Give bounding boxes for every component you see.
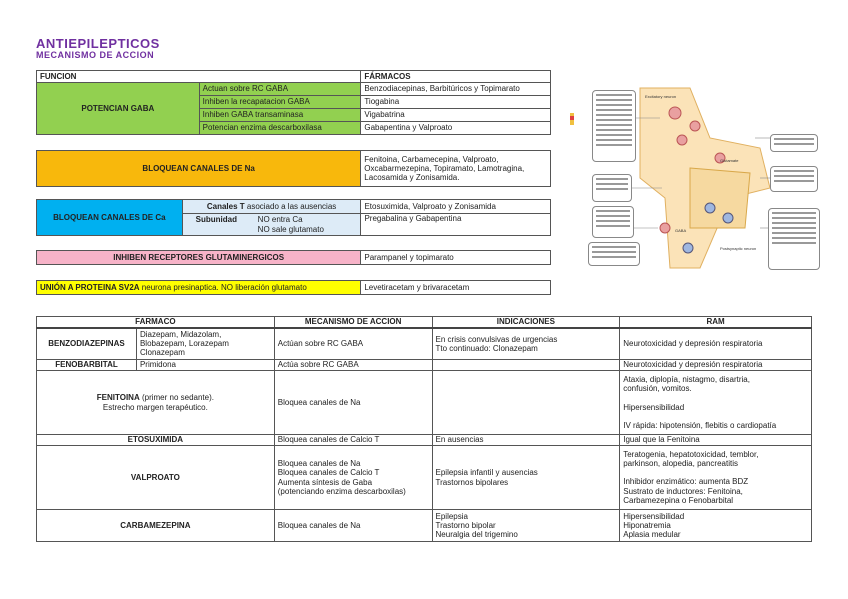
diagram-note-box bbox=[768, 208, 820, 270]
subunidad-drugs: Pregabalina y Gabapentina bbox=[361, 214, 551, 236]
diagram-label: Glutamate bbox=[720, 158, 739, 163]
mechanism-line: Bloquea canales de Na bbox=[277, 459, 361, 469]
ram-line: Teratogenia, hepatotoxicidad, temblor, bbox=[623, 450, 759, 460]
glu-drugs: Parampanel y topimarato bbox=[361, 251, 551, 265]
ram-line: Inhibidor enzimático: aumenta BDZ bbox=[623, 477, 749, 487]
page-title: ANTIEPILEPTICOS bbox=[36, 36, 160, 51]
indication-line: Epilepsia infantil y ausencias bbox=[435, 468, 538, 478]
drug-indications bbox=[432, 510, 620, 542]
ca-table bbox=[36, 199, 551, 236]
header-indicaciones: INDICACIONES bbox=[432, 317, 620, 328]
gaba-label: POTENCIAN GABA bbox=[37, 83, 200, 135]
ram-line: Sustrato de inductores: Fenitoina, bbox=[623, 486, 743, 496]
table-row bbox=[37, 328, 812, 360]
gaba-mech: Potencian enzima descarboxilasa bbox=[199, 122, 361, 135]
drug-name: VALPROATO bbox=[37, 446, 275, 510]
na-label: BLOQUEAN CANALES DE Na bbox=[37, 151, 361, 187]
drug-note: (primer no sedante). bbox=[141, 393, 214, 403]
gaba-drugs: Benzodiacepinas, Barbitúricos y Topimarato bbox=[361, 83, 551, 96]
ram-line: Carbamezepina o Fenobarbital bbox=[623, 495, 734, 505]
table-row bbox=[37, 510, 812, 542]
drug-name: CARBAMEZEPINA bbox=[37, 510, 275, 542]
indication-line: Neuralgia del trigemino bbox=[435, 530, 518, 540]
indication-line: Trastorno bipolar bbox=[435, 520, 496, 530]
gaba-mech: Inhiben GABA transaminasa bbox=[199, 109, 361, 122]
table-row bbox=[37, 435, 812, 446]
drug-mechanism bbox=[274, 446, 432, 510]
drug-name: ETOSUXIMIDA bbox=[37, 435, 275, 446]
diagram-note-box bbox=[592, 206, 634, 238]
drug-list bbox=[136, 328, 274, 360]
drug-indications bbox=[432, 371, 620, 435]
drug-list: Primidona bbox=[136, 360, 274, 371]
header-farmaco: FARMACO bbox=[37, 317, 275, 328]
mechanism-line: (potenciando enzima descarboxilas) bbox=[277, 486, 406, 496]
indication-line: Tto continuado: Clonazepam bbox=[435, 343, 538, 353]
gaba-drugs: Gabapentina y Valproato bbox=[361, 122, 551, 135]
diagram-note-box bbox=[770, 166, 818, 192]
page-subtitle: MECANISMO DE ACCION bbox=[36, 50, 155, 60]
header-ram: RAM bbox=[620, 317, 812, 328]
diagram-label: Postsynaptic neuron bbox=[720, 246, 757, 251]
indication-line: Epilepsia bbox=[435, 511, 468, 521]
ram-line: Aplasia medular bbox=[623, 530, 681, 540]
sv2a-drugs: Levetiracetam y brivaracetam bbox=[361, 281, 551, 295]
drug-ram bbox=[620, 446, 812, 510]
drug-indications bbox=[432, 328, 620, 360]
subunidad-label: Subunidad bbox=[195, 215, 237, 225]
drug-mechanism: Bloquea canales de Na bbox=[274, 510, 432, 542]
diagram-label: Excitatory neuron bbox=[645, 94, 677, 99]
diagram-note-box bbox=[770, 134, 818, 152]
table-row bbox=[37, 446, 812, 510]
gaba-drugs: Tiogabina bbox=[361, 96, 551, 109]
diagram-label: GABA bbox=[675, 228, 687, 233]
col-farmacos-header: FÁRMACOS bbox=[361, 71, 551, 83]
drug-ram: Igual que la Fenitoina bbox=[620, 435, 812, 446]
na-drugs: Fenitoina, Carbamecepina, Valproato, Oxcabarmezepina, Topiramato, Lamotragina, Lacosamida y Zonisamida. bbox=[361, 151, 551, 187]
table-row bbox=[37, 371, 812, 435]
indication-line: Trastornos bipolares bbox=[435, 477, 509, 487]
gaba-mech: Inhiben la recapatacion GABA bbox=[199, 96, 361, 109]
indication-line: En crisis convulsivas de urgencias bbox=[435, 334, 558, 344]
gaba-drugs: Vigabatrina bbox=[361, 109, 551, 122]
drug-indications bbox=[432, 360, 620, 371]
glu-label: INHIBEN RECEPTORES GLUTAMINERGICOS bbox=[37, 251, 361, 265]
drug-mechanism: Bloquea canales de Na bbox=[274, 371, 432, 435]
col-funcion-header: FUNCION bbox=[37, 71, 361, 83]
gaba-mech: Actuan sobre RC GABA bbox=[199, 83, 361, 96]
drug-table bbox=[36, 316, 812, 542]
canales-t-label: Canales T bbox=[206, 201, 245, 211]
header-mecanismo: MECANISMO DE ACCION bbox=[274, 317, 432, 328]
drug-mechanism: Actúa sobre RC GABA bbox=[274, 360, 432, 371]
mechanism-line: Bloquea canales de Calcio T bbox=[277, 468, 380, 478]
canales-t-drugs: Etosuximida, Valproato y Zonisamida bbox=[361, 200, 551, 214]
sv2a-desc: neurona presinaptica. NO liberación glutamato bbox=[139, 282, 307, 292]
ram-line: Hipersensibilidad bbox=[623, 511, 685, 521]
gaba-table bbox=[36, 70, 551, 135]
ram-line: parkinson, alopedia, pancreatitis bbox=[623, 459, 738, 469]
drug-name-bold: FENITOINA bbox=[96, 393, 140, 403]
ram-line: IV rápida: hipotensión, flebitis o cardiopatía bbox=[623, 420, 777, 430]
drug-ram: Neurotoxicidad y depresión respiratoria bbox=[620, 360, 812, 371]
drug-name: FENOBARBITAL bbox=[37, 360, 137, 371]
ram-line: confusión, vomitos. bbox=[623, 384, 692, 394]
sv2a-label: UNIÓN A PROTEINA SV2A bbox=[40, 282, 140, 292]
drug-list-line: Blobazepam, Lorazepam bbox=[139, 339, 229, 349]
drug-indications bbox=[432, 446, 620, 510]
glu-table bbox=[36, 250, 551, 265]
drug-list-line: Clonazepam bbox=[139, 348, 185, 358]
drug-ram bbox=[620, 371, 812, 435]
synapse-diagram bbox=[570, 78, 820, 270]
ram-line: Ataxia, diplopía, nistagmo, disartria, bbox=[623, 375, 750, 385]
ca-label: BLOQUEAN CANALES DE Ca bbox=[37, 200, 183, 236]
canales-t-desc: asociado a las ausencias bbox=[246, 201, 337, 211]
sv2a-table bbox=[36, 280, 551, 295]
table-row bbox=[37, 360, 812, 371]
drug-name bbox=[37, 371, 275, 435]
mechanism-line: Aumenta síntesis de Gaba bbox=[277, 477, 373, 487]
diagram-note-box bbox=[592, 90, 636, 162]
diagram-note-box bbox=[592, 174, 632, 202]
subunidad-line2: NO sale glutamato bbox=[257, 224, 324, 234]
ram-line: Hiponatremia bbox=[623, 520, 671, 530]
diagram-note-box bbox=[588, 242, 640, 266]
drug-mechanism: Actúan sobre RC GABA bbox=[274, 328, 432, 360]
drug-name: BENZODIAZEPINAS bbox=[37, 328, 137, 360]
drug-indications: En ausencias bbox=[432, 435, 620, 446]
drug-list-line: Diazepam, Midazolam, bbox=[139, 329, 222, 339]
subunidad-line1: NO entra Ca bbox=[257, 215, 303, 225]
na-table bbox=[36, 150, 551, 187]
drug-note-2: Estrecho margen terapéutico. bbox=[102, 402, 208, 412]
ram-line: Hipersensibilidad bbox=[623, 402, 685, 412]
drug-mechanism: Bloquea canales de Calcio T bbox=[274, 435, 432, 446]
drug-ram bbox=[620, 510, 812, 542]
drug-ram: Neurotoxicidad y depresión respiratoria bbox=[620, 328, 812, 360]
